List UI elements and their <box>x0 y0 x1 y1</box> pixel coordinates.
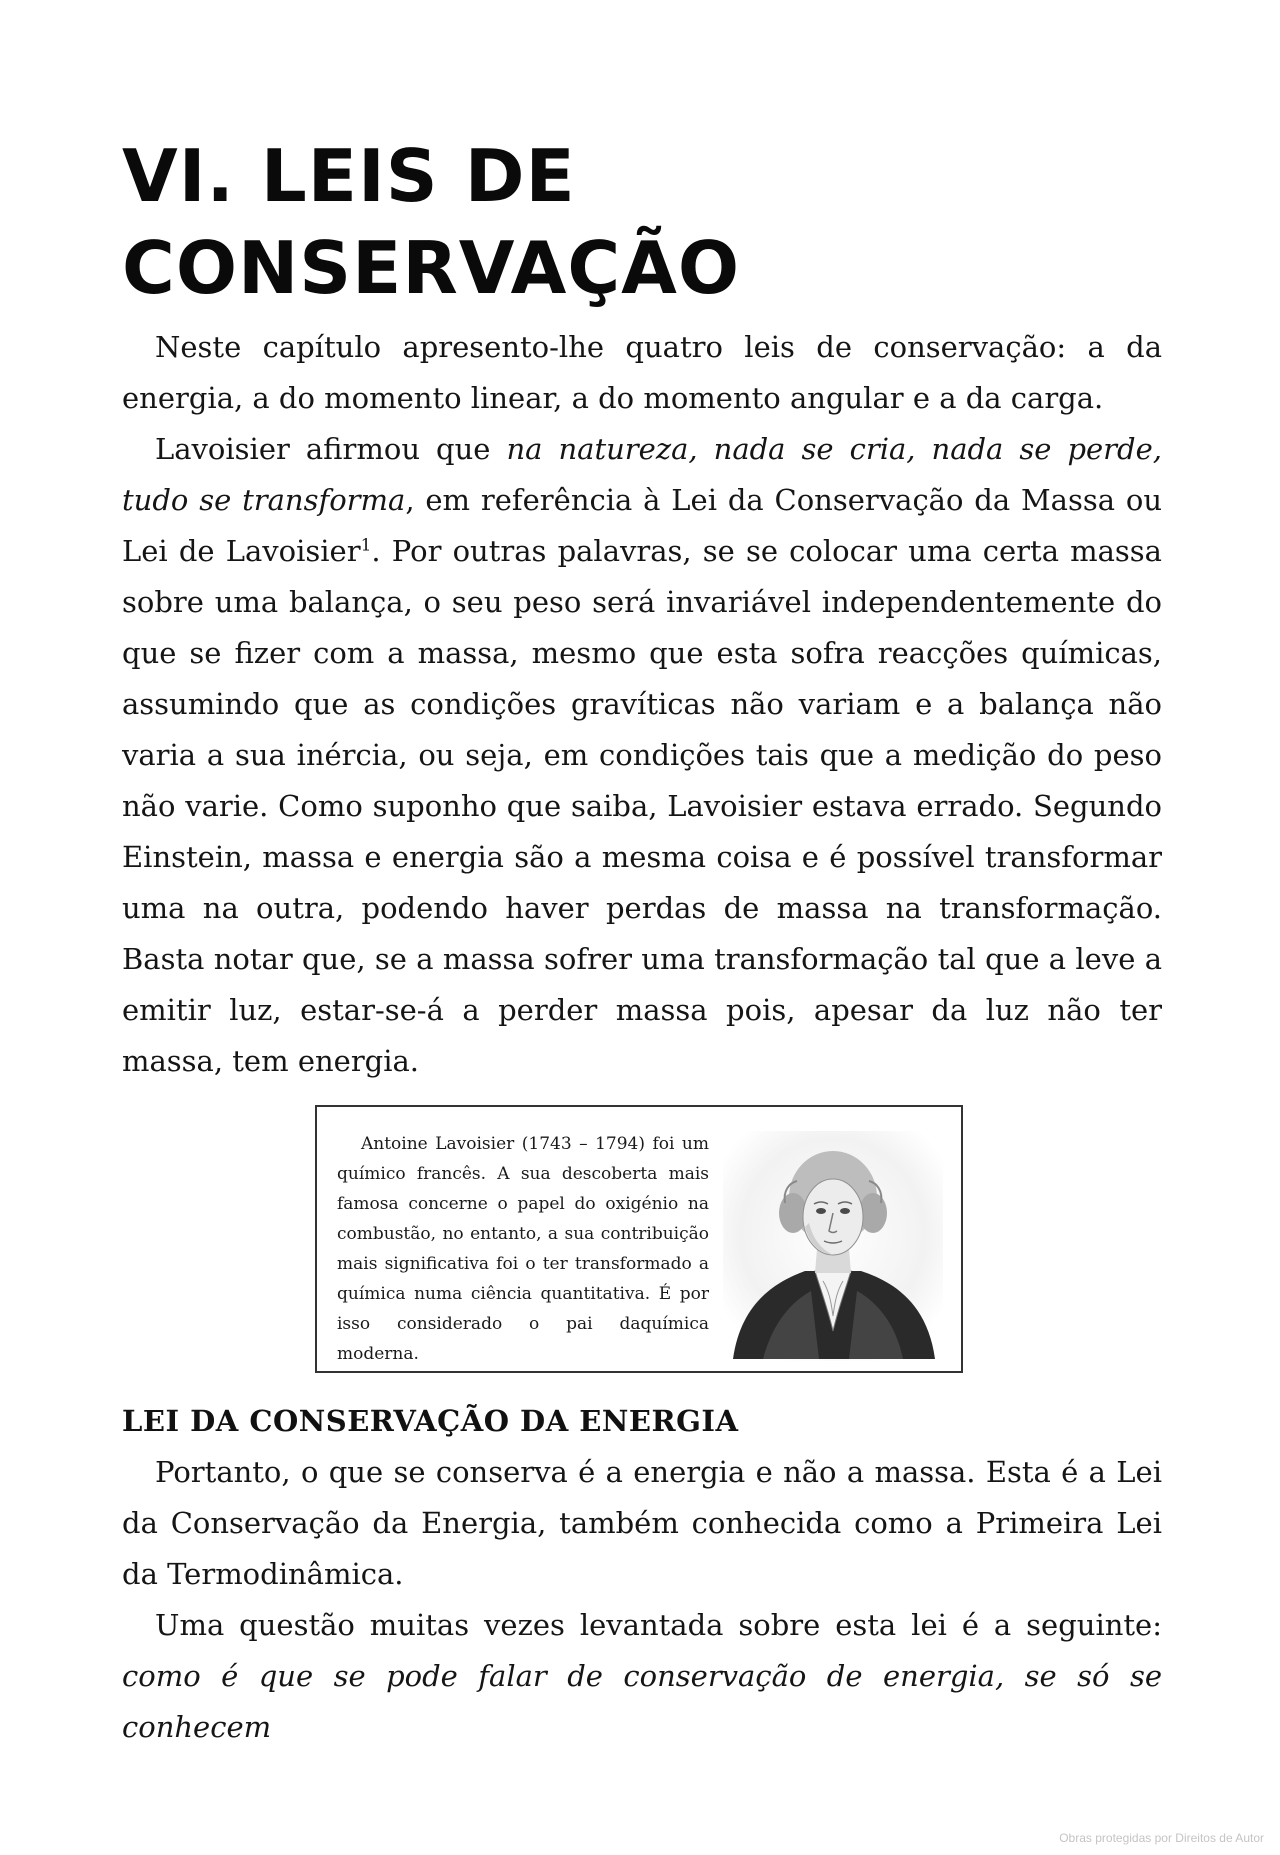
chapter-title-line-2: CONSERVAÇÃO <box>122 226 741 310</box>
intro-paragraph-2-mid: , em referência à Lei da Conservação da Massa ou Lei de Lavoisier <box>122 483 1162 568</box>
section-paragraph-2 <box>122 1600 1162 1753</box>
chapter-title <box>122 130 1162 314</box>
intro-paragraph-1: Neste capítulo apresento-lhe quatro leis de conservação: a da energia, a do momento linear, a do momento angular e a da carga. <box>122 330 1162 415</box>
intro-paragraph-2-start: Lavoisier afirmou que <box>155 432 507 466</box>
footnote-marker[interactable]: 1 <box>360 535 372 556</box>
copyright-watermark: Obras protegidas por Direitos de Autor <box>1059 1831 1264 1845</box>
lavoisier-portrait <box>723 1131 943 1361</box>
intro-paragraph-2-end: . Por outras palavras, se se colocar uma certa massa sobre uma balança, o seu peso será invariável independentemente do que se fizer com a massa, mesmo que esta sofra reacções químicas, assumindo que as condições gravíticas não variam e a balança não varia a sua inércia, ou seja, em condições tais que a medição do peso não varie. Como suponho que saiba, Lavoisier estava errado. Segundo Einstein, massa e energia são a mesma coisa e é possível transformar uma na outra, podendo haver perdas de massa na transformação. Basta notar que, se a massa sofrer uma transformação tal que a leve a emitir luz, estar-se-á a perder massa pois, apesar da luz não ter massa, tem energia. <box>122 534 1162 1078</box>
section-question: como é que se pode falar de conservação de energia, se só se conhecem <box>122 1659 1162 1744</box>
chapter-title-line-1: VI. LEIS DE <box>122 134 576 218</box>
intro-paragraph-2 <box>122 424 1162 1087</box>
lavoisier-info-box <box>315 1105 963 1373</box>
section-heading: LEI DA CONSERVAÇÃO DA ENERGIA <box>122 1404 739 1438</box>
page-content <box>122 130 1162 1753</box>
section-paragraph-1: Portanto, o que se conserva é a energia e não a massa. Esta é a Lei da Conservação da Energia, também conhecida como a Primeira Lei da Termodinâmica. <box>122 1455 1162 1591</box>
lavoisier-bio-text: Antoine Lavoisier (1743 – 1794) foi um químico francês. A sua descoberta mais famosa concerne o papel do oxigénio na combustão, no entanto, a sua contribuição mais significativa foi o ter transformado a química numa ciência quantitativa. É por isso considerado o pai daquímica moderna. <box>337 1134 709 1364</box>
lavoisier-quote: na natureza, nada se cria, nada se perde, tudo se transforma <box>122 432 1162 517</box>
section-paragraph-2-start: Uma questão muitas vezes levantada sobre esta lei é a seguinte: <box>155 1608 1162 1642</box>
